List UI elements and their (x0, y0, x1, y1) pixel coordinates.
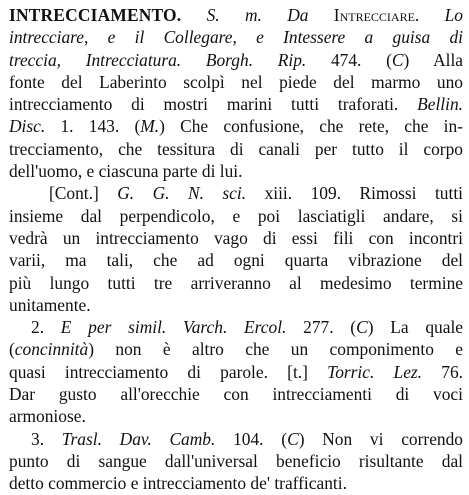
text-line (9, 26, 463, 48)
text-line (9, 450, 463, 472)
text: 2. (31, 317, 61, 338)
text: vedrà un intrecciamento vago di essi fili con incontri (9, 227, 463, 248)
text-line (9, 316, 463, 338)
italic-text: concinnità (14, 339, 89, 360)
italic-text: intrecciare, e il Collegare, e Intessere a guisa di (9, 27, 463, 48)
text-line (9, 272, 463, 294)
text: ) Alla (403, 49, 463, 70)
text-line (9, 383, 463, 405)
text-line (9, 71, 463, 93)
text-line (9, 4, 463, 26)
text (181, 5, 206, 25)
text: 474. ( (306, 49, 392, 70)
text: trecciamento, che tessitura di canali per tutto il corpo (9, 138, 463, 159)
text-line (9, 294, 463, 316)
text-line (9, 249, 463, 271)
text-line (9, 405, 463, 427)
text: intrecciamento di mostri marini tutti traforati. (9, 94, 418, 115)
text: 277. ( (286, 317, 357, 338)
text-line (9, 182, 463, 204)
italic-text: C (356, 317, 368, 338)
text-line (9, 160, 463, 182)
italic-text: C (287, 428, 299, 449)
text: ) Che confusione, che rete, che in- (159, 116, 463, 137)
text-line (9, 428, 463, 450)
text-line (9, 115, 463, 137)
text-line (9, 205, 463, 227)
italic-text: Torric. Lez. (327, 361, 423, 382)
text: xiii. 109. Rimossi tutti (246, 183, 463, 204)
text: insieme dal perpendicolo, e poi lasciatigli andare, si (9, 205, 463, 226)
text: unitamente. (9, 294, 91, 315)
text (308, 5, 333, 25)
italic-text: treccia, Intrecciatura. Borgh. Rip. (9, 49, 307, 70)
text: 76. (422, 361, 463, 382)
text: armoniose. (9, 406, 86, 427)
italic-text: G. G. N. sci. (117, 183, 247, 204)
italic-text: Lo (444, 5, 463, 25)
italic-text: M. (140, 116, 160, 137)
text: Dar gusto all'orecchie con intrecciamenti di voci (9, 384, 463, 405)
text-line (9, 49, 463, 71)
text: 1. 143. ( (45, 116, 141, 137)
italic-text: Disc. (9, 116, 46, 137)
italic-text: S. m. Da (206, 5, 309, 25)
text-line (9, 338, 463, 360)
text: detto commercio e intrecciamento de' trafficanti. (9, 473, 347, 494)
text-line (9, 93, 463, 115)
text: fonte del Laberinto scolpì nel piede del marmo uno (9, 71, 463, 92)
text (419, 5, 444, 25)
text-line (9, 472, 463, 494)
italic-text: C (391, 49, 404, 70)
text: ) Non vi correndo (298, 428, 463, 449)
text: 3. (31, 428, 62, 449)
text: ( (9, 339, 15, 360)
text: più lungo tutti tre arriveranno al medesimo termine (9, 272, 463, 293)
text: varii, ma tali, che ad ogni quarta vibrazione del (9, 250, 463, 271)
italic-text: Trasl. Dav. Camb. (61, 428, 216, 449)
headword: INTRECCIAMENTO. (9, 5, 182, 25)
text: dell'uomo, e ciascuna parte di lui. (9, 161, 243, 182)
italic-text: Bellin. (417, 94, 463, 115)
text: [Cont.] (49, 183, 118, 204)
text-line (9, 361, 463, 383)
small-caps-text: Intrecciare. (333, 5, 420, 25)
italic-text: E per simil. Varch. Ercol. (60, 317, 287, 338)
text-line (9, 227, 463, 249)
text: 104. ( (215, 428, 288, 449)
text: ) La quale (367, 317, 463, 338)
text: quasi intrecciamento di parole. [t.] (9, 361, 328, 382)
text-line (9, 138, 463, 160)
text: ) non è altro che un componimento e (88, 339, 463, 360)
text: punto di sangue dall'universal beneficio risultante dal (9, 450, 463, 471)
